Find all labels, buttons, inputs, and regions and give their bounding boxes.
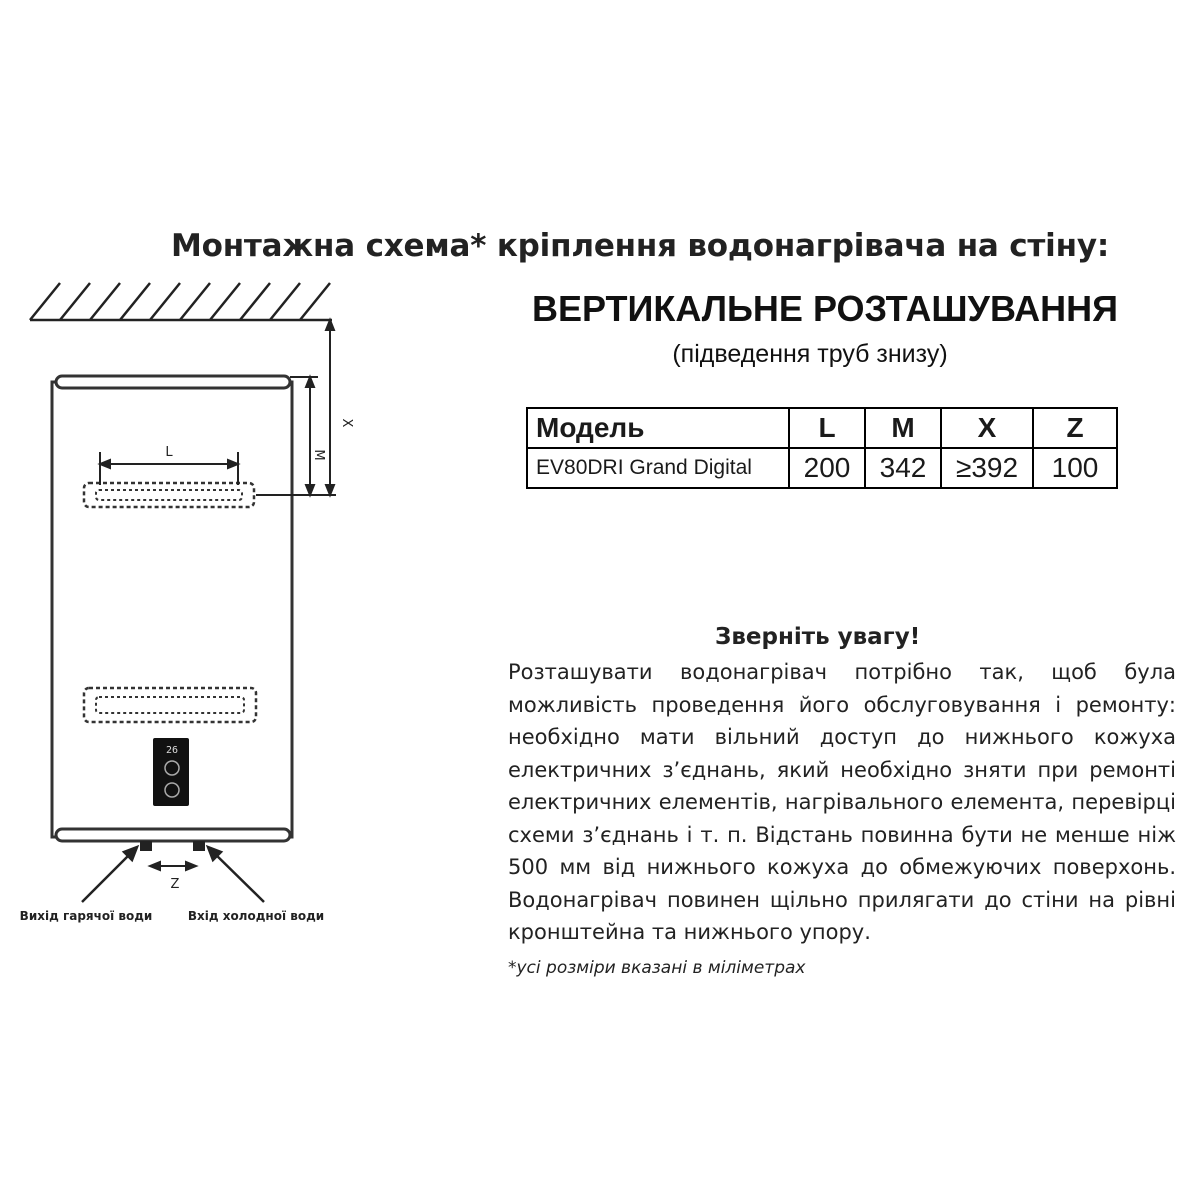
hot-water-label: Вихід гарячої води (19, 909, 153, 923)
table-cell-x: ≥392 (941, 448, 1033, 488)
table-header-m: M (865, 408, 941, 448)
table-header-x: X (941, 408, 1033, 448)
warning-text: Розташувати водонагрівач потрібно так, щоб була можливість проведення його обслуговування і ремонту: необхідно мати вільний доступ до нижнього кожуха електричних з’єднань, який необхідно зняти при ремонті електричних елементів, нагрівального елемента, перевірці схеми з’єднань і т. п. Відстань повинна бути не менше ніж 500 мм від нижнього кожуха до обмежуючих поверхонь. Водонагрівач повинен щільно прилягати до стіни на рівні кронштейна та нижнього упору. (508, 660, 1176, 944)
table-row (527, 448, 1117, 488)
dimension-m (256, 377, 318, 495)
warning-title: Зверніть увагу! (715, 624, 921, 650)
table-header-model: Модель (527, 408, 789, 448)
subtitle-note: (підведення труб знизу) (672, 340, 948, 368)
cold-water-arrow (208, 847, 264, 902)
page-title: Монтажна схема* кріплення водонагрівача на стіну: (170, 228, 1110, 264)
dimension-l-label: L (165, 445, 173, 460)
specs-table (526, 407, 1118, 489)
table-cell-model: EV80DRI Grand Digital (527, 448, 789, 488)
upper-mounting-bracket (84, 483, 254, 507)
dimension-x-label: X (339, 418, 354, 428)
table-cell-l: 200 (789, 448, 865, 488)
lower-mounting-bracket (84, 688, 256, 722)
hot-water-arrow (82, 847, 137, 902)
table-header-l: L (789, 408, 865, 448)
temperature-display: 26 (165, 745, 179, 756)
table-cell-z: 100 (1033, 448, 1117, 488)
dimension-z (150, 862, 196, 870)
table-header-row (527, 408, 1117, 448)
cold-water-label: Вхід холодної води (187, 909, 325, 923)
dimension-z-label: Z (170, 877, 180, 892)
table-header-z: Z (1033, 408, 1117, 448)
dimension-m-label: M (311, 449, 326, 461)
footnote: *усі розміри вказані в міліметрах (508, 958, 806, 978)
page-subtitle: ВЕРТИКАЛЬНЕ РОЗТАШУВАННЯ (531, 288, 1119, 329)
table-cell-m: 342 (865, 448, 941, 488)
